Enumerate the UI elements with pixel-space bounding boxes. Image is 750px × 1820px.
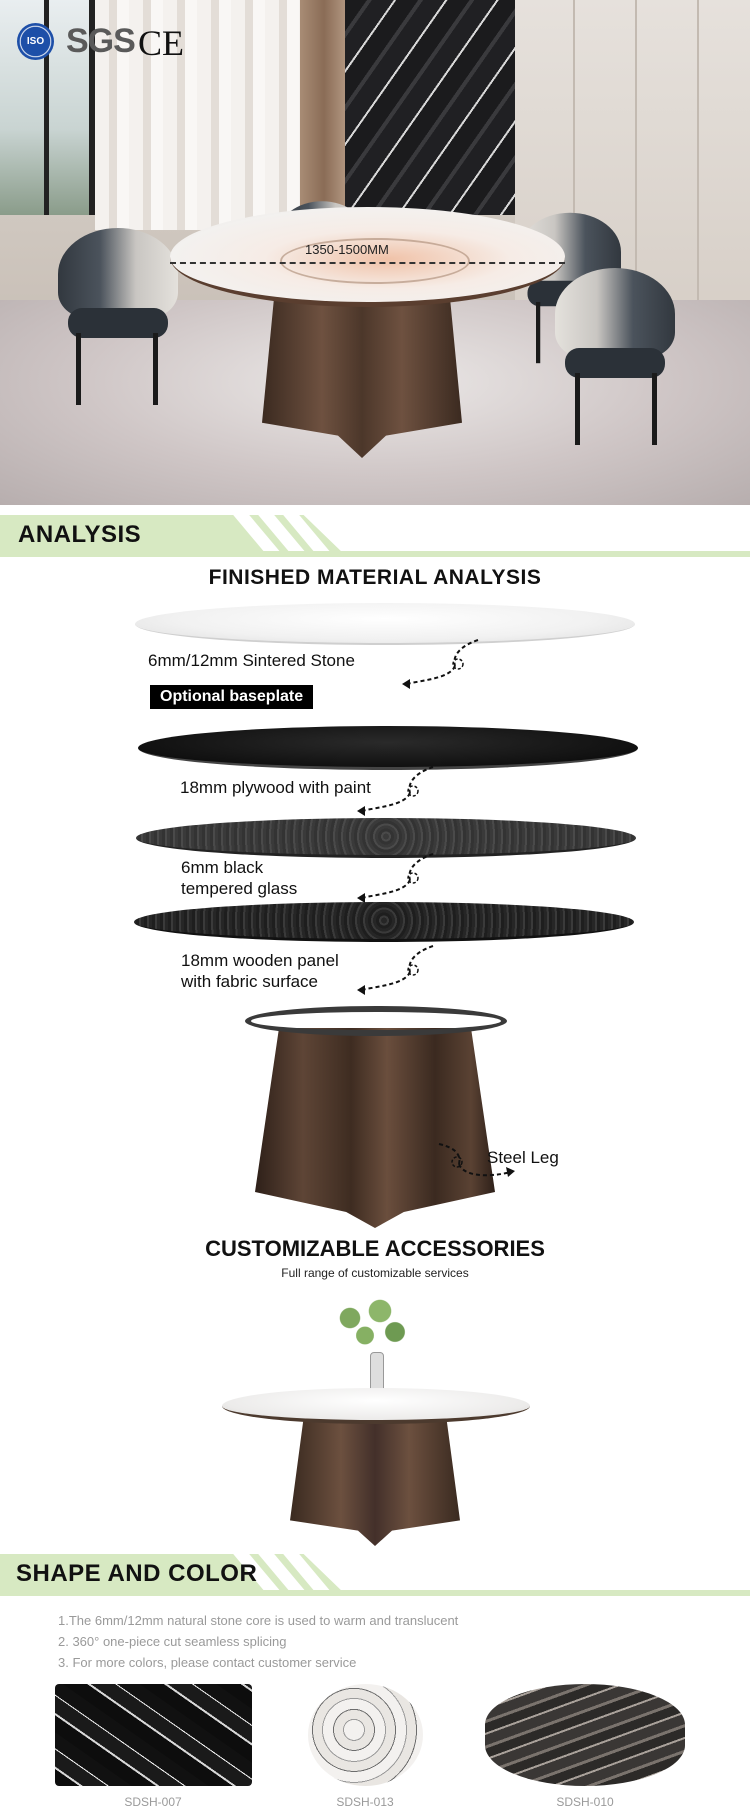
section-title: SHAPE AND COLOR — [16, 1560, 258, 1587]
section-bar-analysis — [0, 515, 750, 563]
layer-label-line: 18mm wooden panel — [181, 951, 339, 970]
analysis-heading: FINISHED MATERIAL ANALYSIS — [208, 566, 542, 589]
steel-leg-base — [255, 1028, 495, 1228]
swatch-code: SDSH-010 — [556, 1795, 614, 1809]
layer-label-line: with fabric surface — [181, 972, 318, 991]
layer-label: 6mm/12mm Sintered Stone — [148, 651, 355, 670]
sintered-stone-layer — [135, 603, 635, 645]
layer-label-line: 6mm black — [181, 858, 264, 877]
layer-label — [181, 857, 297, 899]
swatch-sdsh-010 — [485, 1684, 685, 1786]
arrow-icon — [355, 765, 435, 815]
chair — [58, 228, 178, 398]
arrow-icon — [355, 944, 435, 994]
section-bar-shape-color — [0, 1554, 750, 1602]
ce-badge-icon: CE — [138, 23, 185, 63]
layer-label-line: tempered glass — [181, 879, 298, 898]
dimension-label: 1350-1500MM — [305, 242, 389, 257]
plant — [320, 1290, 420, 1360]
accessories-subheading: Full range of customizable services — [281, 1266, 469, 1280]
wooden-panel-layer — [134, 902, 634, 942]
layer-label — [181, 950, 339, 992]
dimension-line — [170, 262, 565, 264]
wall-panel — [697, 0, 699, 330]
steel-ring — [245, 1006, 507, 1036]
iso-badge-icon: ISO — [17, 23, 54, 60]
swatch-sdsh-007 — [55, 1684, 252, 1786]
chair — [555, 268, 675, 438]
layer-label: 18mm plywood with paint — [180, 778, 371, 797]
arrow-icon — [355, 852, 435, 902]
swatch-code: SDSH-013 — [336, 1795, 394, 1809]
arrow-icon — [400, 638, 480, 688]
sgs-badge-icon: SGS — [66, 22, 135, 60]
hero-image — [0, 0, 750, 505]
accessory-table-top — [222, 1388, 530, 1424]
marble-wall — [345, 0, 515, 215]
optional-baseplate-tag: Optional baseplate — [150, 685, 313, 709]
note-line: 1.The 6mm/12mm natural stone core is used to warm and translucent — [58, 1613, 459, 1628]
plywood-layer — [138, 726, 638, 770]
note-line: 2. 360° one-piece cut seamless splicing — [58, 1634, 287, 1649]
note-line: 3. For more colors, please contact customer service — [58, 1655, 357, 1670]
steel-leg-label: Steel Leg — [487, 1148, 559, 1167]
accessories-heading: CUSTOMIZABLE ACCESSORIES — [205, 1236, 545, 1261]
section-title: ANALYSIS — [18, 521, 142, 548]
swatch-sdsh-013 — [308, 1684, 423, 1786]
accessory-table-base — [290, 1418, 460, 1546]
shape-notes — [58, 1610, 458, 1673]
swatch-code: SDSH-007 — [124, 1795, 182, 1809]
